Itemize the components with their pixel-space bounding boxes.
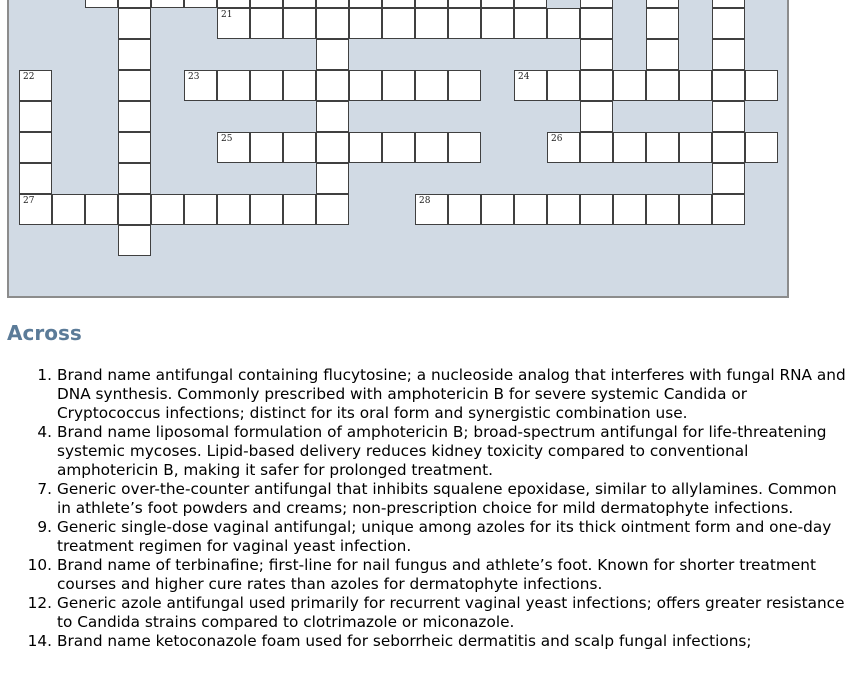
grid-cell[interactable]	[547, 132, 580, 163]
grid-cell[interactable]	[514, 0, 547, 8]
grid-cell[interactable]	[415, 132, 448, 163]
grid-cell[interactable]	[448, 8, 481, 39]
across-heading: Across	[7, 321, 82, 345]
grid-cell[interactable]	[250, 8, 283, 39]
grid-cell[interactable]	[316, 8, 349, 39]
grid-cell[interactable]	[514, 8, 547, 39]
grid-cell[interactable]	[745, 70, 778, 101]
grid-cell[interactable]	[481, 194, 514, 225]
grid-cell[interactable]	[217, 8, 250, 39]
clue-number-label: 21	[221, 10, 233, 20]
grid-cell[interactable]	[250, 70, 283, 101]
grid-cell[interactable]	[613, 70, 646, 101]
grid-cell[interactable]	[349, 70, 382, 101]
grid-cell[interactable]	[19, 194, 52, 225]
grid-cell[interactable]	[712, 0, 745, 8]
clue-number: 1.	[37, 366, 52, 384]
crossword-grid	[7, 0, 789, 298]
grid-cell[interactable]	[19, 70, 52, 101]
grid-cell[interactable]	[712, 39, 745, 70]
grid-cell[interactable]	[118, 39, 151, 70]
grid-cell[interactable]	[349, 0, 382, 8]
grid-cell[interactable]	[547, 70, 580, 101]
grid-cell[interactable]	[118, 70, 151, 101]
grid-cell[interactable]	[316, 163, 349, 194]
clue-text: Brand name antifungal containing flucytosine; a nucleoside analog that interferes with fungal RNA and DNA synthesis. Commonly prescribed with amphotericin B for severe systemic Candida or Cryptococcus infections; distinct for its oral form and synergistic combination use.	[57, 366, 846, 422]
clue-number: 7.	[37, 480, 52, 498]
clue-number-label: 25	[221, 134, 233, 144]
grid-cell[interactable]	[316, 194, 349, 225]
grid-cell[interactable]	[316, 70, 349, 101]
grid-cell[interactable]	[448, 70, 481, 101]
grid-cell[interactable]	[481, 8, 514, 39]
grid-cell[interactable]	[448, 194, 481, 225]
clue-number-label: 23	[188, 72, 200, 82]
clue-number-label: 27	[23, 196, 35, 206]
grid-cell[interactable]	[283, 132, 316, 163]
grid-cell[interactable]	[580, 0, 613, 8]
grid-cell[interactable]	[514, 194, 547, 225]
grid-cell[interactable]	[646, 0, 679, 8]
across-clue	[0, 556, 864, 594]
grid-cell[interactable]	[151, 194, 184, 225]
grid-cell[interactable]	[547, 194, 580, 225]
grid-cell[interactable]	[679, 70, 712, 101]
grid-cell[interactable]	[217, 132, 250, 163]
grid-cell[interactable]	[613, 194, 646, 225]
grid-cell[interactable]	[184, 0, 217, 8]
clue-text: Generic azole antifungal used primarily for recurrent vaginal yeast infections; offers greater resistance to Candida strains compared to clotrimazole or miconazole.	[57, 594, 845, 631]
grid-cell[interactable]	[316, 0, 349, 8]
grid-cell[interactable]	[118, 8, 151, 39]
grid-cell[interactable]	[283, 0, 316, 8]
grid-cell[interactable]	[613, 132, 646, 163]
grid-cell[interactable]	[646, 70, 679, 101]
grid-cell[interactable]	[481, 0, 514, 8]
grid-cell[interactable]	[316, 132, 349, 163]
grid-cell[interactable]	[679, 194, 712, 225]
grid-cell[interactable]	[415, 70, 448, 101]
grid-cell[interactable]	[184, 70, 217, 101]
across-clue	[0, 366, 864, 423]
grid-cell[interactable]	[184, 194, 217, 225]
grid-cell[interactable]	[217, 0, 250, 8]
clue-number-label: 28	[419, 196, 431, 206]
grid-cell[interactable]	[646, 194, 679, 225]
grid-cell[interactable]	[349, 132, 382, 163]
grid-cell[interactable]	[646, 39, 679, 70]
grid-cell[interactable]	[580, 132, 613, 163]
grid-cell[interactable]	[415, 8, 448, 39]
clue-text: Generic single-dose vaginal antifungal; unique among azoles for its thick ointment form and one-day treatment regimen for vaginal yeast infection.	[57, 518, 832, 555]
across-clue	[0, 632, 864, 651]
clue-number: 12.	[27, 594, 52, 612]
clue-text: Generic over-the-counter antifungal that inhibits squalene epoxidase, similar to allylamines. Common in athlete’s foot powders and creams; non-prescription choice for mild dermatophyte infections.	[57, 480, 837, 517]
grid-cell[interactable]	[118, 0, 151, 8]
clue-number: 4.	[37, 423, 52, 441]
grid-cell[interactable]	[712, 132, 745, 163]
grid-cell[interactable]	[712, 163, 745, 194]
grid-cell[interactable]	[448, 0, 481, 8]
grid-cell[interactable]	[250, 132, 283, 163]
grid-cell[interactable]	[52, 194, 85, 225]
clue-number-label: 22	[23, 72, 35, 82]
grid-cell[interactable]	[316, 101, 349, 132]
grid-cell[interactable]	[316, 39, 349, 70]
grid-cell[interactable]	[283, 8, 316, 39]
grid-cell[interactable]	[19, 132, 52, 163]
grid-cell[interactable]	[646, 132, 679, 163]
grid-cell[interactable]	[679, 132, 712, 163]
clue-number: 14.	[27, 632, 52, 650]
grid-cell[interactable]	[118, 163, 151, 194]
grid-cell[interactable]	[448, 132, 481, 163]
grid-cell[interactable]	[580, 70, 613, 101]
grid-cell[interactable]	[382, 70, 415, 101]
grid-cell[interactable]	[19, 163, 52, 194]
across-clue	[0, 594, 864, 632]
grid-cell[interactable]	[745, 132, 778, 163]
grid-cell[interactable]	[712, 8, 745, 39]
clue-text: Brand name of terbinafine; first-line for nail fungus and athlete’s foot. Known for shorter treatment courses and higher cure rates than azoles for dermatophyte infections.	[57, 556, 816, 593]
grid-cell[interactable]	[712, 194, 745, 225]
grid-cell[interactable]	[580, 101, 613, 132]
grid-cell[interactable]	[283, 70, 316, 101]
grid-cell[interactable]	[580, 39, 613, 70]
grid-cell[interactable]	[250, 0, 283, 8]
grid-cell[interactable]	[646, 8, 679, 39]
grid-cell[interactable]	[415, 0, 448, 8]
clue-number: 10.	[27, 556, 52, 574]
grid-cell[interactable]	[712, 101, 745, 132]
grid-cell[interactable]	[217, 70, 250, 101]
clue-number-label: 24	[518, 72, 530, 82]
grid-cell[interactable]	[283, 194, 316, 225]
clue-number-label: 26	[551, 134, 563, 144]
grid-cell[interactable]	[151, 0, 184, 8]
grid-cell[interactable]	[382, 0, 415, 8]
grid-cell[interactable]	[118, 194, 151, 225]
grid-cell[interactable]	[712, 70, 745, 101]
across-clue	[0, 518, 864, 556]
clue-text: Brand name ketoconazole foam used for seborrheic dermatitis and scalp fungal infections;	[57, 632, 752, 650]
grid-cell[interactable]	[85, 0, 118, 8]
grid-cell[interactable]	[349, 8, 382, 39]
grid-cell[interactable]	[382, 8, 415, 39]
grid-cell[interactable]	[118, 225, 151, 256]
clue-number: 9.	[37, 518, 52, 536]
clue-text: Brand name liposomal formulation of amphotericin B; broad-spectrum antifungal for life-threatening systemic mycoses. Lipid-based delivery reduces kidney toxicity compared to conventional amphotericin B, making it safer for prolonged treatment.	[57, 423, 827, 479]
across-clue	[0, 423, 864, 480]
grid-cell[interactable]	[382, 132, 415, 163]
grid-cell[interactable]	[19, 101, 52, 132]
grid-cell[interactable]	[217, 194, 250, 225]
across-clue	[0, 480, 864, 518]
grid-cell[interactable]	[514, 70, 547, 101]
grid-cell[interactable]	[580, 194, 613, 225]
across-clue-list	[0, 366, 864, 651]
grid-cell[interactable]	[250, 194, 283, 225]
grid-cell[interactable]	[85, 194, 118, 225]
grid-cell[interactable]	[547, 8, 580, 39]
grid-cell[interactable]	[415, 194, 448, 225]
grid-cell[interactable]	[580, 8, 613, 39]
grid-cell[interactable]	[118, 132, 151, 163]
grid-cell[interactable]	[118, 101, 151, 132]
